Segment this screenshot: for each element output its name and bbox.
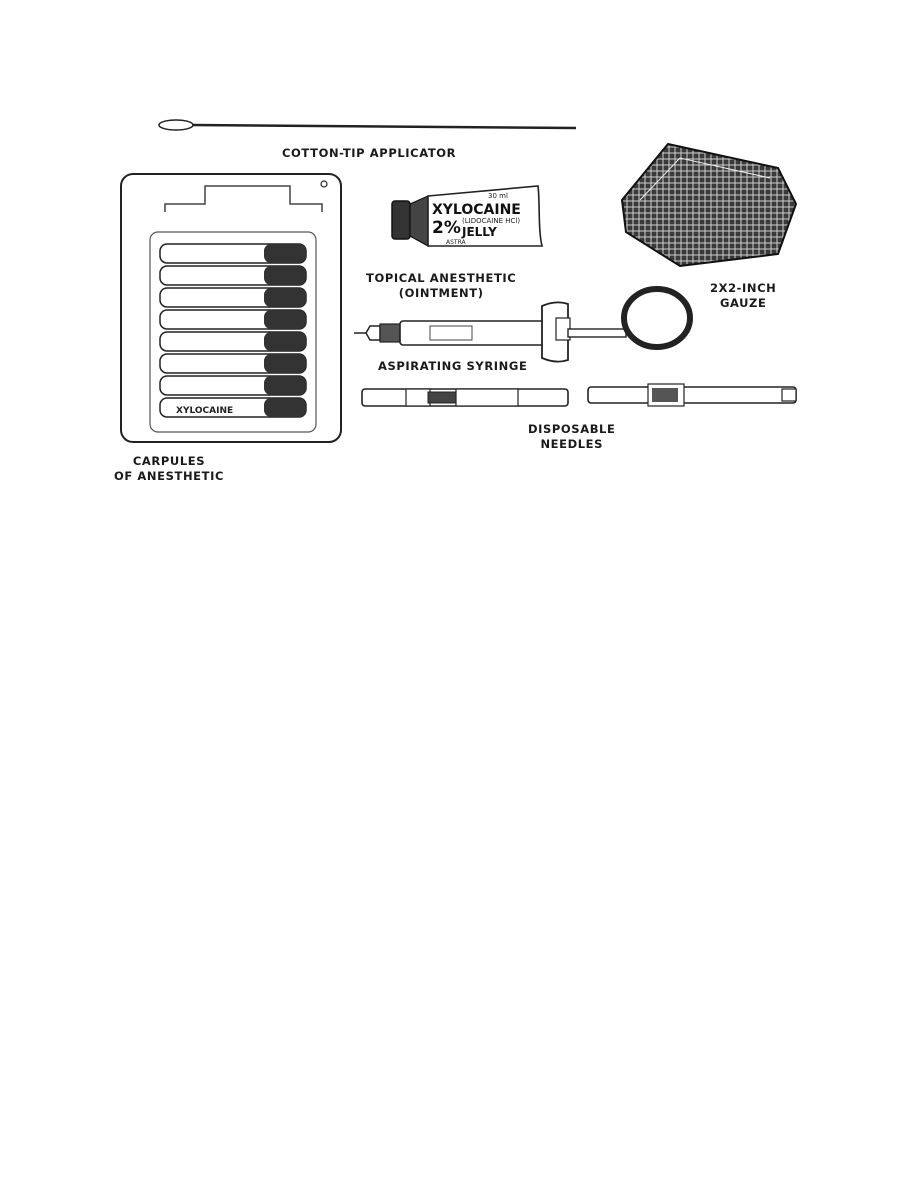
tube-maker: ASTRA: [446, 239, 466, 246]
topical-anesthetic-label-line1: TOPICAL ANESTHETIC: [366, 271, 517, 285]
needle-left: [362, 389, 568, 406]
cotton-tip-applicator: [159, 120, 576, 130]
tube-volume: 30 ml: [488, 192, 508, 200]
tube-brand: XYLOCAINE: [432, 202, 521, 218]
gauze-label-line2: GAUZE: [719, 296, 767, 310]
needle-right: [588, 384, 796, 406]
topical-anesthetic-label: [366, 271, 516, 301]
carpules-label-line1: CARPULES: [132, 454, 206, 468]
disposable-needles-label-line1: DISPOSABLE: [528, 422, 616, 436]
aspirating-syringe-label: ASPIRATING SYRINGE: [378, 359, 528, 373]
carpules-label: [114, 454, 224, 484]
tube-strength: 2%: [432, 218, 461, 238]
gauze-label: [710, 281, 776, 311]
tube-generic: (LIDOCAINE HCl): [462, 217, 521, 225]
equipment-illustration: [0, 0, 918, 520]
disposable-needles-label-line2: NEEDLES: [540, 437, 603, 451]
cotton-tip-applicator-label: COTTON-TIP APPLICATOR: [282, 146, 457, 160]
tube-form: JELLY: [462, 225, 497, 239]
topical-anesthetic-label-line2: (OINTMENT): [398, 286, 484, 300]
gauze-stack: [622, 144, 796, 266]
carpules-label-line2: OF ANESTHETIC: [114, 469, 224, 483]
gauze-label-line1: 2X2-INCH: [710, 281, 777, 295]
disposable-needles: [362, 384, 796, 406]
disposable-needles-label: [528, 422, 615, 452]
topical-anesthetic-tube: [392, 186, 542, 246]
carpule-tray: [121, 174, 341, 442]
carpule-label: XYLOCAINE: [176, 406, 234, 416]
dental-anesthesia-equipment-figure: [0, 0, 918, 520]
